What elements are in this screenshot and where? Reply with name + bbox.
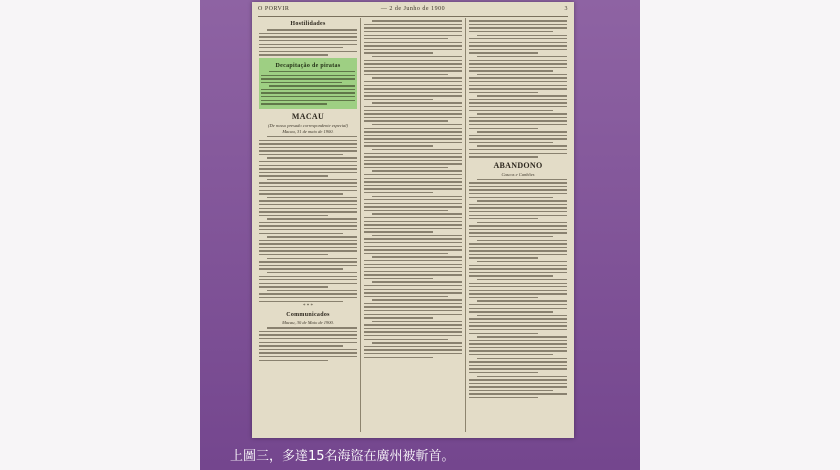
dateline: Macau, 30 de Maio de 1900. — [282, 320, 334, 326]
section-heading: ABANDONO — [493, 160, 543, 170]
separator-stars: * * * — [303, 304, 313, 310]
section-heading: MACAU — [291, 111, 325, 121]
newspaper-page — [252, 2, 574, 438]
section-heading: Communicados — [286, 312, 330, 319]
highlighted-article — [259, 58, 357, 109]
masthead-page-number: 3 — [564, 6, 568, 12]
section-subheading: Cascos e Canhões — [501, 171, 535, 177]
masthead-date: — 2 de Junho de 1900 — [380, 6, 446, 12]
column-right — [469, 18, 567, 432]
masthead — [258, 6, 568, 17]
highlighted-heading: Decapitação de piratas — [275, 62, 341, 69]
section-subheading: (De nosso presado correspondente especial) — [268, 122, 348, 128]
section-heading: Hostilidades — [290, 21, 326, 27]
column-rule — [360, 18, 361, 432]
masthead-title: O PORVIR — [258, 6, 290, 12]
column-rule — [465, 18, 466, 432]
column-middle — [364, 18, 462, 432]
photo-caption: 上圖三，多達15名海盜在廣州被斬首。 — [230, 449, 455, 464]
dateline: Macau, 31 de maio de 1900. — [282, 128, 334, 134]
column-left — [259, 18, 357, 432]
